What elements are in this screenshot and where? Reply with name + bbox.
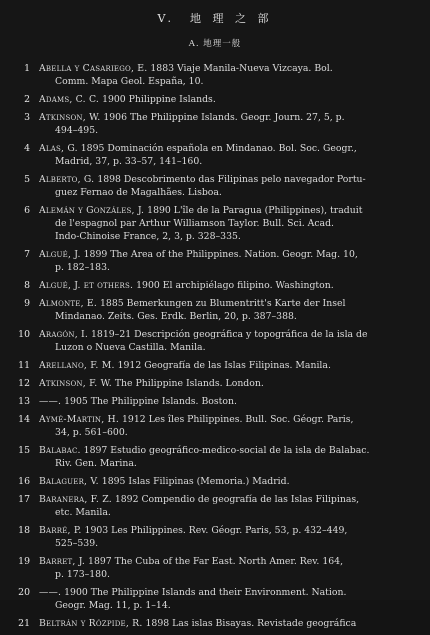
entry-citation: Geogr. Mag. 11, p. 1–14.: [55, 600, 171, 611]
entry-number: 10: [18, 329, 30, 340]
entry-citation: 1900 El archipiélago filipino. Washington.: [136, 280, 334, 291]
bibliography-entry: [0, 248, 430, 274]
bibliography-list: [0, 62, 430, 635]
entry-number: 1: [24, 63, 30, 74]
bibliography-entry: [0, 475, 430, 488]
entry-citation: p. 173–180.: [55, 569, 110, 580]
entry-author: ——.: [39, 587, 62, 598]
entry-number: 19: [18, 556, 30, 567]
entry-text: [39, 617, 424, 630]
bibliography-entry: [0, 524, 430, 550]
entry-citation: Riv. Gen. Marina.: [55, 458, 137, 469]
entry-citation: 1900 The Philippine Islands and their Environment. Nation.: [64, 587, 347, 598]
entry-citation: Luzon o Nueva Castilla. Manila.: [55, 342, 206, 353]
entry-citation: 1906 The Philippine Islands. Geogr. Journ. 27, 5, p.: [103, 112, 345, 123]
entry-line: [39, 328, 424, 341]
entry-line: [39, 413, 424, 426]
entry-line: [39, 457, 424, 470]
entry-number: 4: [24, 143, 30, 154]
entry-line: [39, 62, 424, 75]
entry-citation: p. 182–183.: [55, 262, 110, 273]
entry-author: Atkinson, W.: [39, 112, 101, 123]
entry-citation: Indo-Chinoise France, 2, 3, p. 328–335.: [55, 231, 241, 242]
entry-citation: 525–539.: [55, 538, 99, 549]
entry-text: [39, 328, 424, 354]
entry-author: Barré, P.: [39, 525, 82, 536]
entry-citation: 1885 Bemerkungen zu Blumentritt's Karte der Insel: [100, 298, 346, 309]
bibliography-entry: [0, 173, 430, 199]
entry-line: [39, 524, 424, 537]
entry-line: [39, 617, 424, 630]
entry-citation: 1898 Las islas Bisayas. Revistade geográfica: [145, 618, 357, 629]
entry-author: Alemán y Gonzáles, J.: [39, 205, 145, 216]
entry-citation: 1900 Philippine Islands.: [102, 94, 216, 105]
bibliography-entry: [0, 444, 430, 470]
entry-citation: 1819–21 Descripción geográfica y topográfica de la isla de: [91, 329, 368, 340]
entry-line: [39, 537, 424, 550]
bibliography-entry: [0, 204, 430, 243]
bibliography-entry: [0, 297, 430, 323]
entry-text: [39, 586, 424, 612]
entry-line: [39, 586, 424, 599]
entry-number: 9: [24, 298, 30, 309]
entry-text: [39, 62, 424, 88]
entry-citation: Madrid, 37, p. 33–57, 141–160.: [55, 156, 203, 167]
bibliography-entry: [0, 395, 430, 408]
bibliography-entry: [0, 93, 430, 106]
entry-text: [39, 297, 424, 323]
entry-citation: 1892 Compendio de geografía de las Islas Filipinas,: [114, 494, 360, 505]
entry-number: 20: [18, 587, 30, 598]
entry-line: [39, 248, 424, 261]
entry-number: 21: [18, 618, 30, 629]
entry-text: [39, 475, 424, 488]
entry-citation: 1899 The Area of the Philippines. Nation. Geogr. Mag. 10,: [83, 249, 358, 260]
section-title: V. 地 理 之 部: [157, 12, 273, 25]
entry-number: 18: [18, 525, 30, 536]
entry-citation: The Philippine Islands. London.: [114, 378, 264, 389]
entry-line: [39, 142, 424, 155]
entry-author: Aragón, I.: [39, 329, 89, 340]
entry-citation: 1890 L'île de la Paragua (Philippines), traduit: [147, 205, 363, 216]
entry-text: [39, 524, 424, 550]
entry-author: Algué, J. et others.: [39, 280, 134, 291]
entry-author: Alas, G.: [39, 143, 78, 154]
entry-author: Atkinson, F. W.: [39, 378, 112, 389]
entry-citation: etc. Manila.: [55, 507, 111, 518]
bibliography-entry: [0, 328, 430, 354]
entry-citation: 1883 Viaje Manila-Nueva Vizcaya. Bol.: [150, 63, 333, 74]
entry-line: [39, 395, 424, 408]
entry-line: [39, 377, 424, 390]
entry-line: [39, 111, 424, 124]
entry-line: [39, 493, 424, 506]
entry-citation: 1895 Dominación española en Mindanao. Bol. Soc. Geogr.,: [80, 143, 357, 154]
entry-citation: 1897 The Cuba of the Far East. North Amer. Rev. 164,: [88, 556, 344, 567]
entry-author: ——.: [39, 396, 62, 407]
entry-line: [39, 173, 424, 186]
bibliography-entry: [0, 617, 430, 630]
bibliography-entry: [0, 142, 430, 168]
entry-number: 13: [18, 396, 30, 407]
bibliography-entry: [0, 111, 430, 137]
entry-author: Beltrán y Rózpide, R.: [39, 618, 143, 629]
entry-line: [39, 475, 424, 488]
entry-number: 5: [24, 174, 30, 185]
entry-text: [39, 93, 424, 106]
entry-text: [39, 111, 424, 137]
entry-citation: 34, p. 561–600.: [55, 427, 128, 438]
entry-line: [39, 297, 424, 310]
entry-author: Barret, J.: [39, 556, 86, 567]
entry-number: 17: [18, 494, 30, 505]
entry-author: Aymé-Martin, H.: [39, 414, 120, 425]
entry-line: [39, 444, 424, 457]
entry-citation: 1898 Descobrimento das Filipinas pelo navegador Portu-: [97, 174, 366, 185]
bibliography-entry: [0, 555, 430, 581]
entry-number: 2: [24, 94, 30, 105]
entry-number: 14: [18, 414, 30, 425]
entry-line: [39, 261, 424, 274]
entry-line: [39, 93, 424, 106]
entry-number: 12: [18, 378, 30, 389]
entry-text: [39, 444, 424, 470]
entry-citation: Mindanao. Zeits. Ges. Erdk. Berlin, 20, p. 387–388.: [55, 311, 297, 322]
entry-text: [39, 248, 424, 274]
entry-line: [39, 568, 424, 581]
entry-citation: de l'espagnol par Arthur Williamson Taylor. Bull. Sci. Acad.: [55, 218, 334, 229]
entry-citation: guez Fernao de Magalhães. Lisboa.: [55, 187, 222, 198]
entry-line: [39, 426, 424, 439]
entry-number: 16: [18, 476, 30, 487]
entry-text: [39, 173, 424, 199]
entry-number: 3: [24, 112, 30, 123]
entry-citation: 1912 Geografía de las Islas Filipinas. Manila.: [117, 360, 331, 371]
bibliography-entry: [0, 493, 430, 519]
entry-author: Algué, J.: [39, 249, 81, 260]
bibliography-entry: [0, 377, 430, 390]
entry-citation: 494–495.: [55, 125, 99, 136]
entry-author: Balabac.: [39, 445, 81, 456]
entry-author: Arellano, F. M.: [39, 360, 115, 371]
entry-line: [39, 599, 424, 612]
entry-line: [39, 310, 424, 323]
entry-number: 11: [18, 360, 30, 371]
entry-text: [39, 279, 424, 292]
entry-author: Alberto, G.: [39, 174, 95, 185]
entry-line: [39, 230, 424, 243]
entry-text: [39, 493, 424, 519]
entry-line: [39, 124, 424, 137]
entry-citation: 1895 Islas Filipinas (Memoria.) Madrid.: [101, 476, 290, 487]
bibliography-entry: [0, 413, 430, 439]
entry-text: [39, 555, 424, 581]
entry-text: [39, 204, 424, 243]
entry-line: [39, 75, 424, 88]
entry-author: Adams, C. C.: [39, 94, 100, 105]
entry-citation: 1912 Les îles Philippines. Bull. Soc. Géogr. Paris,: [121, 414, 354, 425]
entry-number: 6: [24, 205, 30, 216]
bibliography-entry: [0, 279, 430, 292]
entry-author: Baranera, F. Z.: [39, 494, 112, 505]
entry-text: [39, 359, 424, 372]
entry-number: 7: [24, 249, 30, 260]
entry-citation: Comm. Mapa Geol. España, 10.: [55, 76, 204, 87]
entry-citation: 1905 The Philippine Islands. Boston.: [64, 396, 237, 407]
entry-line: [39, 359, 424, 372]
entry-line: [39, 217, 424, 230]
entry-line: [39, 555, 424, 568]
entry-citation: 1897 Estudio geográfico-medico-social de la isla de Balabac.: [83, 445, 370, 456]
entry-author: Almonte, E.: [39, 298, 98, 309]
entry-line: [39, 186, 424, 199]
entry-author: Balaguer, V.: [39, 476, 99, 487]
entry-line: [39, 155, 424, 168]
entry-line: [39, 506, 424, 519]
entry-text: [39, 377, 424, 390]
entry-line: [39, 341, 424, 354]
entry-line: [39, 204, 424, 217]
entry-text: [39, 395, 424, 408]
bibliography-entry: [0, 359, 430, 372]
entry-text: [39, 142, 424, 168]
entry-citation: 1903 Les Philippines. Rev. Géogr. Paris, 53, p. 432–449,: [84, 525, 348, 536]
bibliography-entry: [0, 62, 430, 88]
bibliography-entry: [0, 586, 430, 612]
entry-text: [39, 413, 424, 439]
entry-line: [39, 279, 424, 292]
subsection-title: A. 地理一般: [188, 39, 242, 49]
entry-author: Abella y Casariego, E.: [39, 63, 148, 74]
entry-number: 8: [24, 280, 30, 291]
entry-number: 15: [18, 445, 30, 456]
